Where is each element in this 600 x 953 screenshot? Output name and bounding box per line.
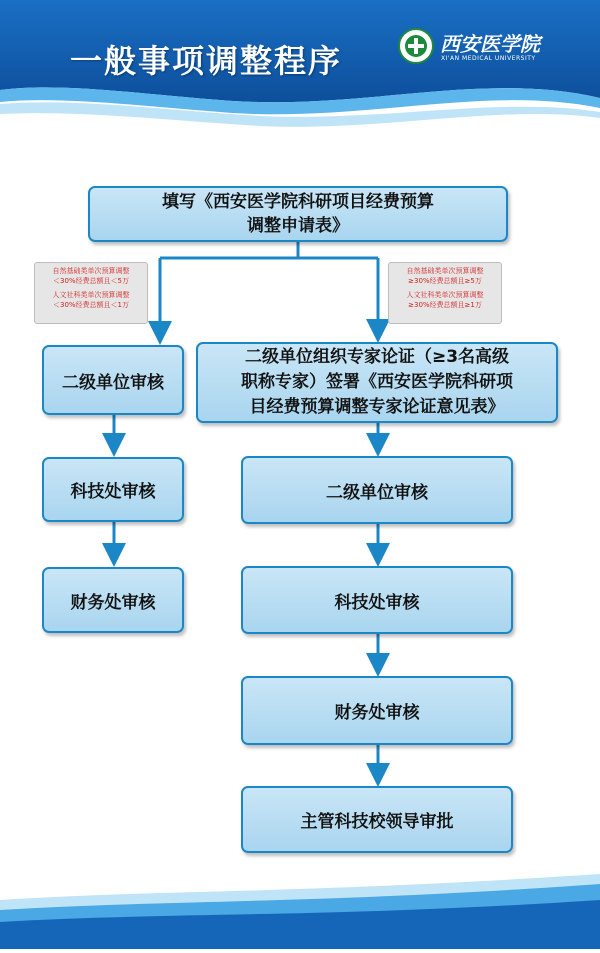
- right-step-expert-review: [196, 342, 558, 423]
- expert-step-line-3: 目经费预算调整专家论证意见表》: [249, 397, 505, 417]
- right-step-leader-approval: [241, 786, 513, 853]
- left-step-label: 科技处审核: [70, 482, 156, 502]
- right-step-sci-tech-review: [241, 566, 513, 634]
- left-note-line-3: 人文社科类单次预算调整: [52, 291, 130, 299]
- footer-banner: [0, 860, 600, 949]
- condition-note-left: [34, 262, 148, 324]
- page-title: 一般事项调整程序: [70, 42, 343, 80]
- right-step-label: 二级单位审核: [326, 482, 428, 503]
- right-step-label: 主管科技校领导审批: [300, 812, 454, 832]
- condition-note-right: [388, 262, 502, 324]
- right-step-unit-review: [241, 456, 513, 524]
- org-name: 西安医学院: [440, 32, 540, 56]
- right-note-line-2: ≥30%经费总额且≥5万: [408, 277, 482, 285]
- start-step-line-2: 调整申请表》: [247, 216, 349, 236]
- right-note-line-3: 人文社科类单次预算调整: [406, 291, 484, 299]
- expert-step-line-2: 职称专家）签署《西安医学院科研项: [241, 372, 513, 392]
- left-step-sci-tech-review: [42, 457, 184, 522]
- left-step-label: 二级单位审核: [62, 372, 164, 393]
- left-step-unit-review: [42, 345, 184, 415]
- right-step-label: 科技处审核: [334, 592, 420, 613]
- right-note-line-1: 自然基础类单次预算调整: [406, 267, 484, 275]
- expert-step-line-1: 二级单位组织专家论证（≥3名高级: [244, 347, 510, 367]
- left-note-line-2: ＜30%经费总额且＜5万: [52, 277, 129, 285]
- right-step-label: 财务处审核: [334, 703, 420, 723]
- org-subtitle: XI'AN MEDICAL UNIVERSITY: [441, 55, 536, 62]
- left-step-finance-review: [42, 567, 184, 633]
- left-note-line-1: 自然基础类单次预算调整: [52, 267, 130, 275]
- right-step-finance-review: [241, 676, 513, 745]
- left-step-label: 财务处审核: [70, 592, 156, 613]
- start-step-line-1: 填写《西安医学院科研项目经费预算: [162, 192, 434, 212]
- start-step-fill-application: [88, 186, 508, 242]
- footer-wave-graphic: [0, 860, 600, 949]
- left-note-line-4: ＜30%经费总额且＜1万: [52, 301, 129, 309]
- right-note-line-4: ≥30%经费总额且≥1万: [408, 301, 482, 309]
